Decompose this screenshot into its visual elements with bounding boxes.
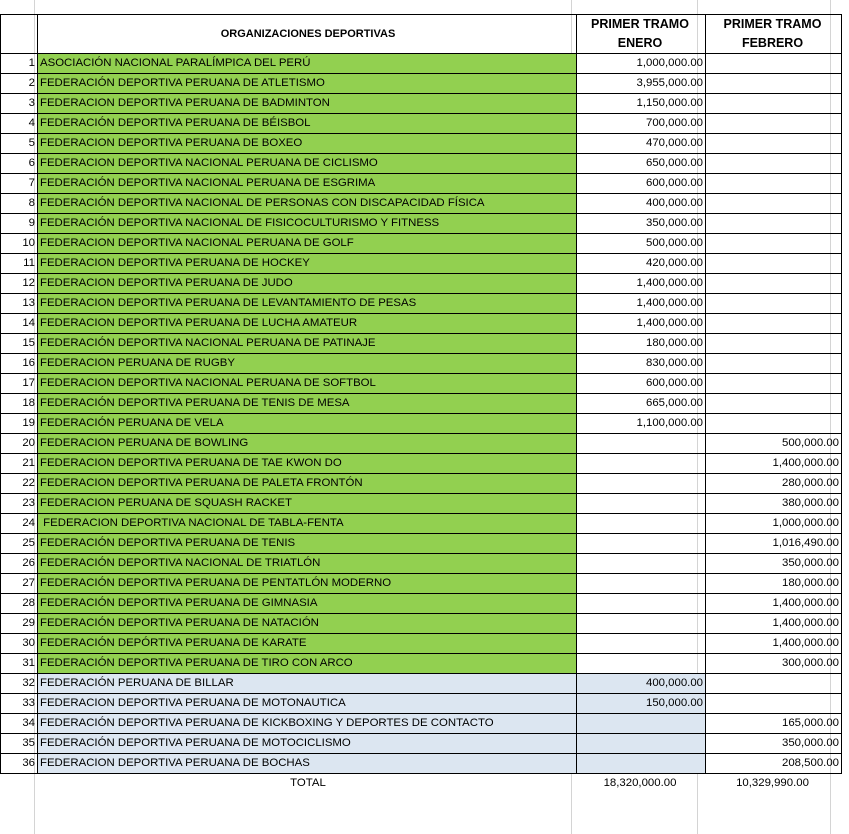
row-number-cell[interactable]: 17 [1,374,38,394]
total-row [1,774,842,794]
february-amount-cell[interactable] [706,254,842,274]
february-amount-cell[interactable] [706,694,842,714]
row-number-cell[interactable]: 18 [1,394,38,414]
table-row [1,274,842,294]
table-row [1,454,842,474]
header-february[interactable] [706,15,842,54]
row-number-cell[interactable]: 35 [1,734,38,754]
table-row [1,254,842,274]
february-amount-cell[interactable]: 380,000.00 [706,494,842,514]
february-amount-cell[interactable] [706,154,842,174]
organization-name-cell[interactable]: FEDERACION DEPORTIVA NACIONAL PERUANA DE SOFTBOL [38,374,577,394]
table-row [1,674,842,694]
table-row [1,54,842,74]
table-row [1,334,842,354]
january-amount-cell[interactable]: 1,400,000.00 [577,294,706,314]
january-amount-cell[interactable] [577,614,706,634]
february-amount-cell[interactable] [706,174,842,194]
table-row [1,74,842,94]
row-number-cell[interactable]: 8 [1,194,38,214]
table-row [1,314,842,334]
table-row [1,694,842,714]
february-amount-cell[interactable]: 280,000.00 [706,474,842,494]
january-amount-cell[interactable]: 1,400,000.00 [577,314,706,334]
organization-name-cell[interactable]: FEDERACIÓN PERUANA DE BILLAR [38,674,577,694]
organization-name-cell[interactable]: FEDERACION DEPORTIVA NACIONAL PERUANA DE CICLISMO [38,154,577,174]
organization-name-cell[interactable]: FEDERACIÓN DEPORTIVA PERUANA DE GIMNASIA [38,594,577,614]
february-amount-cell[interactable]: 165,000.00 [706,714,842,734]
organization-name-cell[interactable]: FEDERACION DEPORTIVA PERUANA DE MOTONAUTICA [38,694,577,714]
organization-name-cell[interactable]: FEDERACION DEPORTIVA PERUANA DE BOCHAS [38,754,577,774]
february-amount-cell[interactable] [706,54,842,74]
organization-name-cell[interactable]: FEDERACION DEPORTIVA PERUANA DE LUCHA AMATEUR [38,314,577,334]
table-row [1,494,842,514]
row-number-cell[interactable]: 22 [1,474,38,494]
january-amount-cell[interactable] [577,574,706,594]
organization-name-cell[interactable]: FEDERACIÓN DEPORTIVA PERUANA DE TENIS [38,534,577,554]
january-amount-cell[interactable]: 830,000.00 [577,354,706,374]
organization-name-cell[interactable]: FEDERACION PERUANA DE BOWLING [38,434,577,454]
organization-name-cell[interactable]: FEDERACIÓN DEPORTIVA NACIONAL PERUANA DE ESGRIMA [38,174,577,194]
january-amount-cell[interactable]: 400,000.00 [577,674,706,694]
february-amount-cell[interactable] [706,354,842,374]
january-amount-cell[interactable] [577,454,706,474]
january-amount-cell[interactable] [577,534,706,554]
table-row [1,614,842,634]
row-number-cell[interactable]: 9 [1,214,38,234]
organization-name-cell[interactable]: FEDERACIÓN PERUANA DE VELA [38,414,577,434]
february-amount-cell[interactable] [706,114,842,134]
total-number-cell[interactable] [1,774,38,794]
organization-name-cell[interactable]: FEDERACION PERUANA DE RUGBY [38,354,577,374]
row-number-cell[interactable]: 4 [1,114,38,134]
organization-name-cell[interactable]: FEDERACIÓN DEPORTIVA NACIONAL PERUANA DE PATINAJE [38,334,577,354]
table-row [1,514,842,534]
header-january-line1: PRIMER TRAMO [591,17,689,31]
row-number-cell[interactable]: 3 [1,94,38,114]
january-amount-cell[interactable] [577,494,706,514]
organization-name-cell[interactable]: FEDERACIÓN DEPORTIVA PERUANA DE KICKBOXING Y DEPORTES DE CONTACTO [38,714,577,734]
organization-name-cell[interactable]: FEDERACIÓN DEPORTIVA PERUANA DE PENTATLÓN MODERNO [38,574,577,594]
organization-name-cell[interactable]: FEDERACIÓN DEPORTIVA PERUANA DE ATLETISMO [38,74,577,94]
organization-name-cell[interactable]: FEDERACION DEPORTIVA NACIONAL DE TABLA-FENTA [38,514,577,534]
february-amount-cell[interactable]: 208,500.00 [706,754,842,774]
organization-name-cell[interactable]: FEDERACION DEPORTIVA PERUANA DE LEVANTAMIENTO DE PESAS [38,294,577,314]
table-row [1,534,842,554]
january-amount-cell[interactable]: 150,000.00 [577,694,706,714]
row-number-cell[interactable]: 23 [1,494,38,514]
table-row [1,214,842,234]
table-row [1,754,842,774]
february-amount-cell[interactable] [706,194,842,214]
row-number-cell[interactable]: 28 [1,594,38,614]
row-number-cell[interactable]: 13 [1,294,38,314]
organization-name-cell[interactable]: FEDERACION DEPORTIVA NACIONAL PERUANA DE GOLF [38,234,577,254]
february-amount-cell[interactable] [706,94,842,114]
february-amount-cell[interactable] [706,394,842,414]
january-amount-cell[interactable]: 650,000.00 [577,154,706,174]
organization-name-cell[interactable]: FEDERACION DEPORTIVA PERUANA DE BADMINTON [38,94,577,114]
february-amount-cell[interactable]: 1,400,000.00 [706,634,842,654]
row-number-cell[interactable]: 7 [1,174,38,194]
february-amount-cell[interactable]: 500,000.00 [706,434,842,454]
january-amount-cell[interactable]: 3,955,000.00 [577,74,706,94]
table-row [1,354,842,374]
table-row [1,154,842,174]
january-amount-cell[interactable] [577,434,706,454]
february-amount-cell[interactable] [706,334,842,354]
row-number-cell[interactable]: 29 [1,614,38,634]
organization-name-cell[interactable]: FEDERACIÓN DEPORTIVA PERUANA DE NATACIÓN [38,614,577,634]
header-february-line2: FEBRERO [741,36,804,50]
row-number-cell[interactable]: 11 [1,254,38,274]
total-february[interactable]: 10,329,990.00 [736,777,809,789]
row-number-cell[interactable]: 10 [1,234,38,254]
january-amount-cell[interactable]: 350,000.00 [577,214,706,234]
table-row [1,654,842,674]
table-row [1,234,842,254]
february-amount-cell[interactable]: 300,000.00 [706,654,842,674]
table-row [1,734,842,754]
organization-name-cell[interactable]: FEDERACIÓN DEPORTIVA PERUANA DE BÉISBOL [38,114,577,134]
january-amount-cell[interactable]: 1,100,000.00 [577,414,706,434]
january-amount-cell[interactable] [577,714,706,734]
february-amount-cell[interactable] [706,274,842,294]
organization-name-cell[interactable]: FEDERACION DEPORTIVA PERUANA DE TAE KWON DO [38,454,577,474]
row-number-cell[interactable]: 24 [1,514,38,534]
row-number-cell[interactable]: 33 [1,694,38,714]
january-amount-cell[interactable]: 665,000.00 [577,394,706,414]
row-number-cell[interactable]: 12 [1,274,38,294]
total-january[interactable]: 18,320,000.00 [603,777,677,789]
row-number-cell[interactable]: 30 [1,634,38,654]
february-amount-cell[interactable] [706,134,842,154]
row-number-cell[interactable]: 36 [1,754,38,774]
january-amount-cell[interactable] [577,654,706,674]
table-row [1,94,842,114]
january-amount-cell[interactable] [577,734,706,754]
organization-name-cell[interactable]: FEDERACIÓN DEPORTIVA NACIONAL DE PERSONAS CON DISCAPACIDAD FÍSICA [38,194,577,214]
row-number-cell[interactable]: 21 [1,454,38,474]
january-amount-cell[interactable]: 180,000.00 [577,334,706,354]
total-label[interactable]: TOTAL [290,777,326,789]
january-amount-cell[interactable]: 400,000.00 [577,194,706,214]
february-amount-cell[interactable] [706,74,842,94]
table-row [1,634,842,654]
february-amount-cell[interactable]: 1,400,000.00 [706,454,842,474]
january-amount-cell[interactable]: 600,000.00 [577,174,706,194]
header-number-cell[interactable] [1,15,38,54]
table-row [1,114,842,134]
header-january[interactable] [577,15,706,54]
table-row [1,294,842,314]
budget-table [0,14,842,793]
row-number-cell[interactable]: 5 [1,134,38,154]
row-number-cell[interactable]: 32 [1,674,38,694]
row-number-cell[interactable]: 16 [1,354,38,374]
row-number-cell[interactable]: 2 [1,74,38,94]
february-amount-cell[interactable] [706,234,842,254]
february-amount-cell[interactable]: 350,000.00 [706,734,842,754]
row-number-cell[interactable]: 15 [1,334,38,354]
table-row [1,554,842,574]
january-amount-cell[interactable] [577,754,706,774]
february-amount-cell[interactable]: 180,000.00 [706,574,842,594]
february-amount-cell[interactable] [706,294,842,314]
january-amount-cell[interactable] [577,474,706,494]
february-amount-cell[interactable]: 1,016,490.00 [706,534,842,554]
january-amount-cell[interactable]: 700,000.00 [577,114,706,134]
table-row [1,374,842,394]
organization-name-cell[interactable]: FEDERACIÓN DEPORTIVA NACIONAL DE TRIATLÓN [38,554,577,574]
row-number-cell[interactable]: 34 [1,714,38,734]
organization-name-cell[interactable]: ASOCIACIÓN NACIONAL PARALÍMPICA DEL PERÚ [38,54,577,74]
january-amount-cell[interactable] [577,554,706,574]
february-amount-cell[interactable]: 1,000,000.00 [706,514,842,534]
february-amount-cell[interactable]: 350,000.00 [706,554,842,574]
january-amount-cell[interactable]: 600,000.00 [577,374,706,394]
organization-name-cell[interactable]: FEDERACION PERUANA DE SQUASH RACKET [38,494,577,514]
february-amount-cell[interactable] [706,314,842,334]
february-amount-cell[interactable] [706,414,842,434]
organization-name-cell[interactable]: FEDERACION DEPORTIVA PERUANA DE HOCKEY [38,254,577,274]
organization-name-cell[interactable]: FEDERACION DEPORTIVA PERUANA DE PALETA FRONTÓN [38,474,577,494]
organization-name-cell[interactable]: FEDERACIÓN DEPORTIVA NACIONAL DE FISICOCULTURISMO Y FITNESS [38,214,577,234]
row-number-cell[interactable]: 1 [1,54,38,74]
table-row [1,194,842,214]
table-row [1,174,842,194]
organization-name-cell[interactable]: FEDERACIÓN DEPORTIVA PERUANA DE TENIS DE MESA [38,394,577,414]
january-amount-cell[interactable]: 470,000.00 [577,134,706,154]
february-amount-cell[interactable]: 1,400,000.00 [706,614,842,634]
organization-name-cell[interactable]: FEDERACIÓN DEPORTIVA PERUANA DE MOTOCICLISMO [38,734,577,754]
header-february-line1: PRIMER TRAMO [723,17,822,31]
row-number-cell[interactable]: 6 [1,154,38,174]
january-amount-cell[interactable] [577,514,706,534]
organization-name-cell[interactable]: FEDERACIÓN DEPÓRTIVA PERUANA DE KARATE [38,634,577,654]
table-row [1,414,842,434]
row-number-cell[interactable]: 14 [1,314,38,334]
january-amount-cell[interactable]: 1,400,000.00 [577,274,706,294]
organization-name-cell[interactable]: FEDERACION DEPORTIVA PERUANA DE JUDO [38,274,577,294]
january-amount-cell[interactable]: 500,000.00 [577,234,706,254]
organization-name-cell[interactable]: FEDERACIÓN DEPORTIVA PERUANA DE TIRO CON ARCO [38,654,577,674]
row-number-cell[interactable]: 20 [1,434,38,454]
table-row [1,134,842,154]
row-number-cell[interactable]: 25 [1,534,38,554]
january-amount-cell[interactable]: 1,150,000.00 [577,94,706,114]
february-amount-cell[interactable] [706,214,842,234]
january-amount-cell[interactable]: 1,000,000.00 [577,54,706,74]
february-amount-cell[interactable] [706,374,842,394]
table-row [1,394,842,414]
january-amount-cell[interactable] [577,634,706,654]
january-amount-cell[interactable]: 420,000.00 [577,254,706,274]
table-row [1,714,842,734]
february-amount-cell[interactable]: 1,400,000.00 [706,594,842,614]
row-number-cell[interactable]: 31 [1,654,38,674]
january-amount-cell[interactable] [577,594,706,614]
header-organizations[interactable]: ORGANIZACIONES DEPORTIVAS [38,15,577,54]
header-january-line2: ENERO [617,36,663,50]
header-row [1,15,842,54]
row-number-cell[interactable]: 26 [1,554,38,574]
row-number-cell[interactable]: 19 [1,414,38,434]
table-row [1,434,842,454]
table-row [1,474,842,494]
organization-name-cell[interactable]: FEDERACION DEPORTIVA PERUANA DE BOXEO [38,134,577,154]
row-number-cell[interactable]: 27 [1,574,38,594]
table-row [1,574,842,594]
february-amount-cell[interactable] [706,674,842,694]
table-row [1,594,842,614]
